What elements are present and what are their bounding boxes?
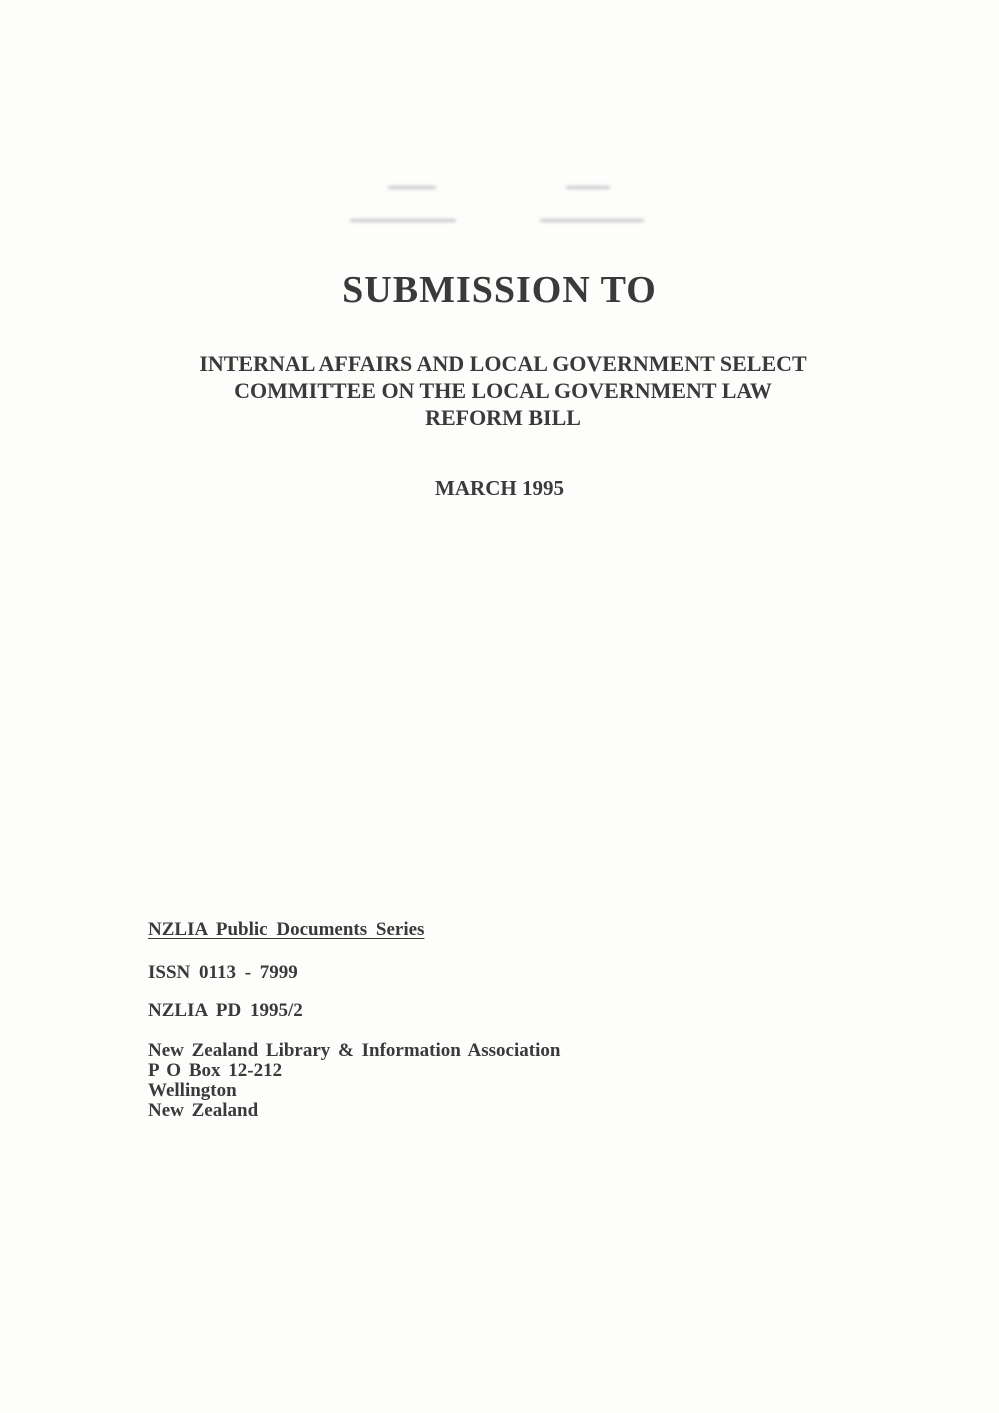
- document-date: MARCH 1995: [435, 476, 564, 500]
- address-line: New Zealand: [148, 1100, 259, 1121]
- publisher-address: [148, 1041, 560, 1121]
- faint-mark: [388, 186, 436, 189]
- subtitle-line: COMMITTEE ON THE LOCAL GOVERNMENT LAW: [234, 378, 772, 403]
- address-line: New Zealand Library & Information Association: [148, 1040, 561, 1061]
- document-subtitle: [130, 350, 876, 431]
- address-line: P O Box 12-212: [148, 1060, 283, 1081]
- faint-mark: [540, 219, 644, 222]
- document-title: SUBMISSION TO: [342, 269, 657, 311]
- faint-mark: [350, 219, 456, 222]
- address-line: Wellington: [148, 1080, 237, 1101]
- faint-mark: [566, 186, 610, 189]
- subtitle-line: INTERNAL AFFAIRS AND LOCAL GOVERNMENT SELECT: [199, 351, 807, 376]
- issn-number: ISSN 0113 - 7999: [148, 962, 298, 983]
- document-number: NZLIA PD 1995/2: [148, 1000, 303, 1021]
- subtitle-line: REFORM BILL: [425, 405, 581, 430]
- series-name: NZLIA Public Documents Series: [148, 919, 425, 940]
